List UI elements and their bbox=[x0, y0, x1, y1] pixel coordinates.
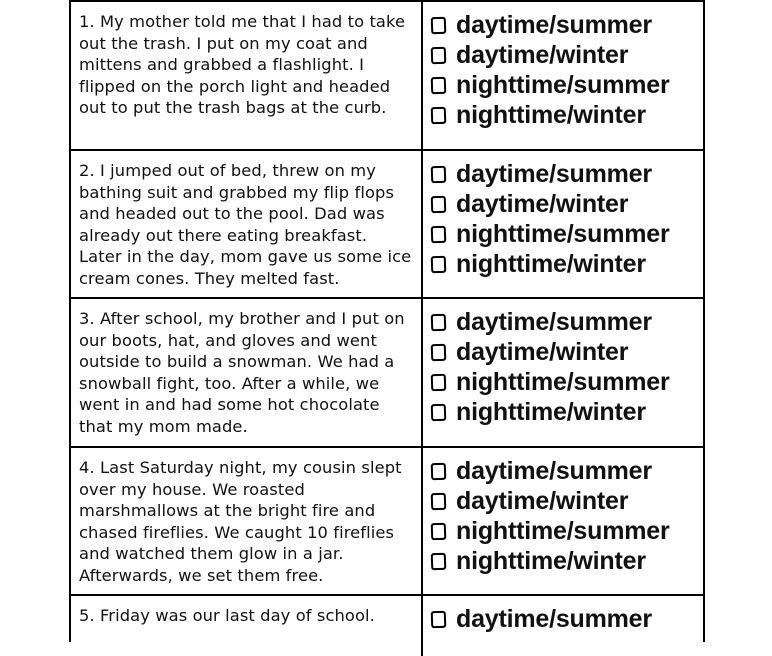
option-label: daytime/winter bbox=[456, 337, 629, 366]
option-label: daytime/winter bbox=[456, 189, 629, 218]
checkbox[interactable] bbox=[431, 46, 447, 64]
checkbox[interactable] bbox=[431, 76, 447, 94]
story-text-5: 5. Friday was our last day of school. bbox=[71, 596, 423, 656]
option-label: nighttime/summer bbox=[456, 70, 670, 99]
checkbox[interactable] bbox=[431, 522, 447, 540]
option-daytime-summer[interactable] bbox=[423, 307, 703, 337]
worksheet-row-4 bbox=[71, 448, 703, 596]
worksheet-row-1 bbox=[71, 2, 703, 151]
checkbox[interactable] bbox=[431, 492, 447, 510]
option-label: nighttime/summer bbox=[456, 219, 670, 248]
story-text-3: 3. After school, my brother and I put on our boots, hat, and gloves and went outside to build a snowman. We had a snowball fight, too. After a while, we went in and had some hot chocolate that my mom made. bbox=[71, 299, 423, 446]
option-nighttime-summer[interactable] bbox=[423, 219, 703, 249]
option-daytime-summer[interactable] bbox=[423, 10, 703, 40]
option-daytime-summer[interactable] bbox=[423, 159, 703, 189]
option-label: daytime/summer bbox=[456, 456, 652, 485]
option-label: nighttime/winter bbox=[456, 100, 646, 129]
options-group-4 bbox=[423, 448, 703, 594]
checkbox[interactable] bbox=[431, 225, 447, 243]
option-label: daytime/winter bbox=[456, 40, 629, 69]
options-group-2 bbox=[423, 151, 703, 297]
option-nighttime-winter[interactable] bbox=[423, 100, 703, 130]
options-group-5 bbox=[423, 596, 703, 656]
option-nighttime-summer[interactable] bbox=[423, 516, 703, 546]
checkbox[interactable] bbox=[431, 373, 447, 391]
option-label: daytime/summer bbox=[456, 604, 652, 633]
option-daytime-winter[interactable] bbox=[423, 40, 703, 70]
checkbox[interactable] bbox=[431, 106, 447, 124]
option-nighttime-winter[interactable] bbox=[423, 546, 703, 576]
option-daytime-winter[interactable] bbox=[423, 337, 703, 367]
option-daytime-winter[interactable] bbox=[423, 486, 703, 516]
option-label: daytime/summer bbox=[456, 159, 652, 188]
option-label: daytime/summer bbox=[456, 10, 652, 39]
checkbox[interactable] bbox=[431, 403, 447, 421]
worksheet-row-2 bbox=[71, 151, 703, 299]
option-daytime-summer[interactable] bbox=[423, 456, 703, 486]
option-nighttime-summer[interactable] bbox=[423, 70, 703, 100]
story-text-2: 2. I jumped out of bed, threw on my bathing suit and grabbed my flip flops and headed out to the pool. Dad was already out there eating breakfast. Later in the day, mom gave us some ice cream cones. They melted fast. bbox=[71, 151, 423, 297]
checkbox[interactable] bbox=[431, 313, 447, 331]
checkbox[interactable] bbox=[431, 610, 447, 628]
checkbox[interactable] bbox=[431, 195, 447, 213]
option-label: nighttime/winter bbox=[456, 546, 646, 575]
checkbox[interactable] bbox=[431, 462, 447, 480]
option-daytime-winter[interactable] bbox=[423, 189, 703, 219]
checkbox[interactable] bbox=[431, 165, 447, 183]
checkbox[interactable] bbox=[431, 552, 447, 570]
story-text-4: 4. Last Saturday night, my cousin slept over my house. We roasted marshmallows at the bright fire and chased fireflies. We caught 10 fireflies and watched them glow in a jar. Afterwards, we set them free. bbox=[71, 448, 423, 594]
worksheet-row-5 bbox=[71, 596, 703, 656]
options-group-1 bbox=[423, 2, 703, 149]
checkbox[interactable] bbox=[431, 255, 447, 273]
option-nighttime-winter[interactable] bbox=[423, 397, 703, 427]
story-text-1: 1. My mother told me that I had to take out the trash. I put on my coat and mittens and grabbed a flashlight. I flipped on the porch light and headed out to put the trash bags at the curb. bbox=[71, 2, 423, 149]
option-label: nighttime/winter bbox=[456, 249, 646, 278]
option-nighttime-summer[interactable] bbox=[423, 367, 703, 397]
option-label: nighttime/summer bbox=[456, 367, 670, 396]
option-label: nighttime/winter bbox=[456, 397, 646, 426]
worksheet-row-3 bbox=[71, 299, 703, 448]
option-label: daytime/winter bbox=[456, 486, 629, 515]
option-nighttime-winter[interactable] bbox=[423, 249, 703, 279]
worksheet-table bbox=[69, 0, 705, 642]
option-label: daytime/summer bbox=[456, 307, 652, 336]
option-label: nighttime/summer bbox=[456, 516, 670, 545]
checkbox[interactable] bbox=[431, 343, 447, 361]
checkbox[interactable] bbox=[431, 16, 447, 34]
options-group-3 bbox=[423, 299, 703, 446]
